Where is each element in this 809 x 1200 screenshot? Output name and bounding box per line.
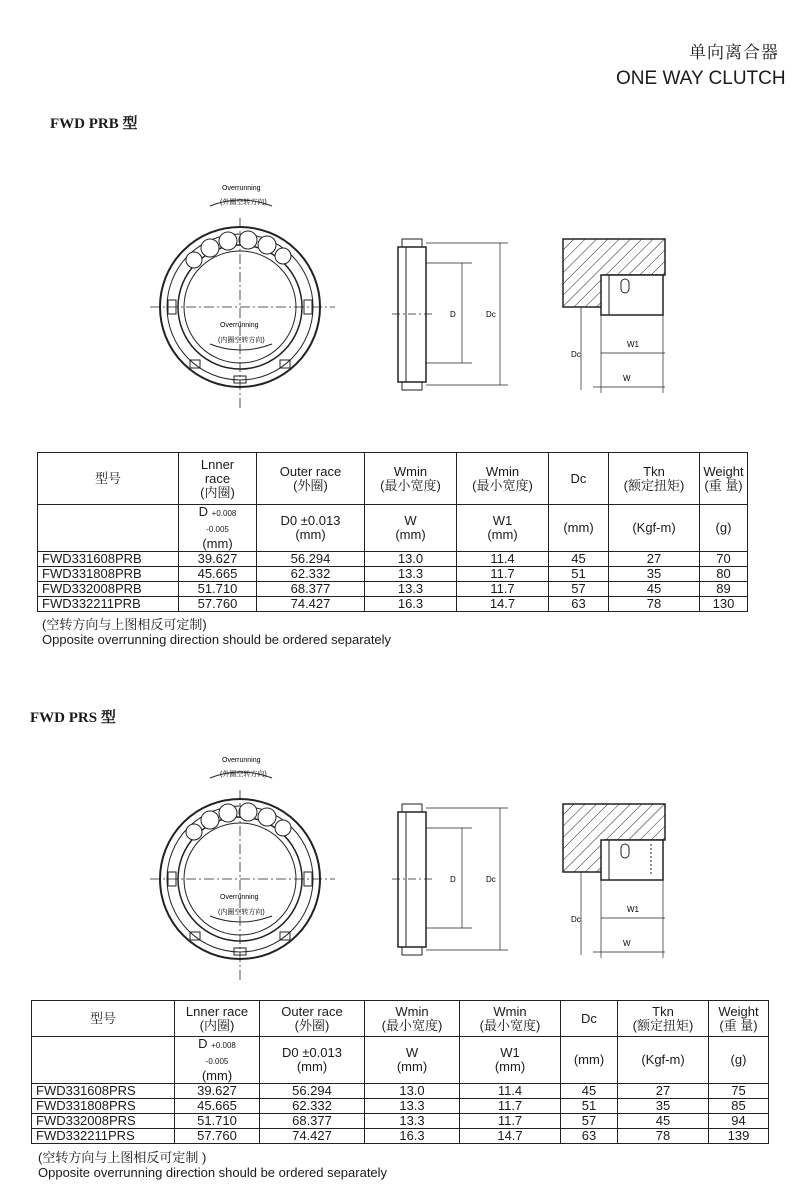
hdr-weight: Weight (重 量) — [709, 1001, 769, 1037]
unit-w1: W1 (mm) — [457, 505, 549, 552]
spec-table-prb — [37, 452, 748, 612]
note-cn: (空转方向与上图相反可定制) — [42, 617, 207, 632]
hdr-inner: Lnner race (内圈) — [179, 453, 257, 505]
unit-d0: D0 ±0.013 (mm) — [260, 1037, 365, 1084]
hdr-tkn: Tkn (额定扭矩) — [618, 1001, 709, 1037]
note-cn: (空转方向与上图相反可定制 ) — [38, 1150, 207, 1165]
hdr-outer: Outer race (外圈) — [257, 453, 365, 505]
hdr-weight: Weight (重 量) — [700, 453, 748, 505]
inner-direction-label: (内圈空转方向) — [218, 337, 265, 344]
inner-direction-label: (内圈空转方向) — [218, 909, 265, 916]
outer-direction-label: (外圈空转方向) — [220, 771, 267, 778]
housing-section-prs — [555, 800, 675, 960]
dim-dc-label-housing: Dc — [571, 915, 581, 924]
hdr-outer: Outer race (外圈) — [260, 1001, 365, 1037]
hdr-w1min: Wmin (最小宽度) — [457, 453, 549, 505]
hdr-wmin: Wmin (最小宽度) — [365, 1001, 460, 1037]
housing-section-prb — [555, 235, 675, 395]
unit-dc: (mm) — [561, 1037, 618, 1084]
dim-d-label: D — [450, 310, 456, 319]
table-row: FWD331608PRB 39.627 56.294 13.0 11.4 45 27 70 — [38, 552, 748, 567]
note-en: Opposite overrunning direction should be ordered separately — [42, 632, 392, 647]
hdr-dc: Dc — [561, 1001, 618, 1037]
header-title-cn: 单向离合器 — [689, 43, 779, 62]
overrunning-label-top: Overrunning — [222, 185, 261, 192]
unit-w: W (mm) — [365, 1037, 460, 1084]
hdr-tkn: Tkn (额定扭矩) — [609, 453, 700, 505]
table-row: FWD331808PRB 45.665 62.332 13.3 11.7 51 35 80 — [38, 567, 748, 582]
hdr-model: 型号 — [38, 453, 179, 505]
ring-side-view-prb — [380, 235, 520, 395]
note-prs — [38, 1150, 387, 1180]
ring-front-view-prb — [150, 180, 340, 415]
unit-weight: (g) — [700, 505, 748, 552]
hdr-wmin: Wmin (最小宽度) — [365, 453, 457, 505]
unit-tkn: (Kgf-m) — [618, 1037, 709, 1084]
overrunning-label-top: Overrunning — [222, 757, 261, 764]
unit-d0: D0 ±0.013 (mm) — [257, 505, 365, 552]
unit-dc: (mm) — [549, 505, 609, 552]
dim-w1-label: W1 — [627, 340, 639, 349]
dim-d-label: D — [450, 875, 456, 884]
table-row: FWD331608PRS 39.627 56.294 13.0 11.4 45 27 75 — [32, 1084, 769, 1099]
hdr-model: 型号 — [32, 1001, 175, 1037]
note-prb — [42, 617, 391, 647]
unit-weight: (g) — [709, 1037, 769, 1084]
ring-front-view-prs — [150, 752, 340, 987]
hdr-dc: Dc — [549, 453, 609, 505]
section-title-prb: FWD PRB 型 — [50, 116, 138, 132]
dim-dc-label-housing: Dc — [571, 350, 581, 359]
unit-d: D +0.008 -0.005 (mm) — [179, 505, 257, 552]
table-row: FWD332211PRS 57.760 74.427 16.3 14.7 63 78 139 — [32, 1129, 769, 1144]
unit-w1: W1 (mm) — [460, 1037, 561, 1084]
table-row: FWD332211PRB 57.760 74.427 16.3 14.7 63 78 130 — [38, 597, 748, 612]
unit-d: D +0.008 -0.005 (mm) — [175, 1037, 260, 1084]
dim-dc-label: Dc — [486, 310, 496, 319]
header-title-en: ONE WAY CLUTCH — [616, 68, 786, 89]
section-title-prs: FWD PRS 型 — [30, 710, 116, 726]
ring-side-view-prs — [380, 800, 520, 960]
table-row: FWD332008PRB 51.710 68.377 13.3 11.7 57 45 89 — [38, 582, 748, 597]
table-row: FWD332008PRS 51.710 68.377 13.3 11.7 57 45 94 — [32, 1114, 769, 1129]
unit-w: W (mm) — [365, 505, 457, 552]
dim-w-label: W — [623, 374, 631, 383]
outer-direction-label: (外圈空转方向) — [220, 199, 267, 206]
overrunning-label-inner: Overrunning — [220, 894, 259, 901]
spec-table-prs — [31, 1000, 769, 1144]
unit-tkn: (Kgf-m) — [609, 505, 700, 552]
note-en: Opposite overrunning direction should be ordered separately — [38, 1165, 388, 1180]
dim-w-label: W — [623, 939, 631, 948]
hdr-w1min: Wmin (最小宽度) — [460, 1001, 561, 1037]
dim-w1-label: W1 — [627, 905, 639, 914]
overrunning-label-inner: Overrunning — [220, 322, 259, 329]
table-row: FWD331808PRS 45.665 62.332 13.3 11.7 51 35 85 — [32, 1099, 769, 1114]
hdr-inner: Lnner race (内圈) — [175, 1001, 260, 1037]
dim-dc-label: Dc — [486, 875, 496, 884]
